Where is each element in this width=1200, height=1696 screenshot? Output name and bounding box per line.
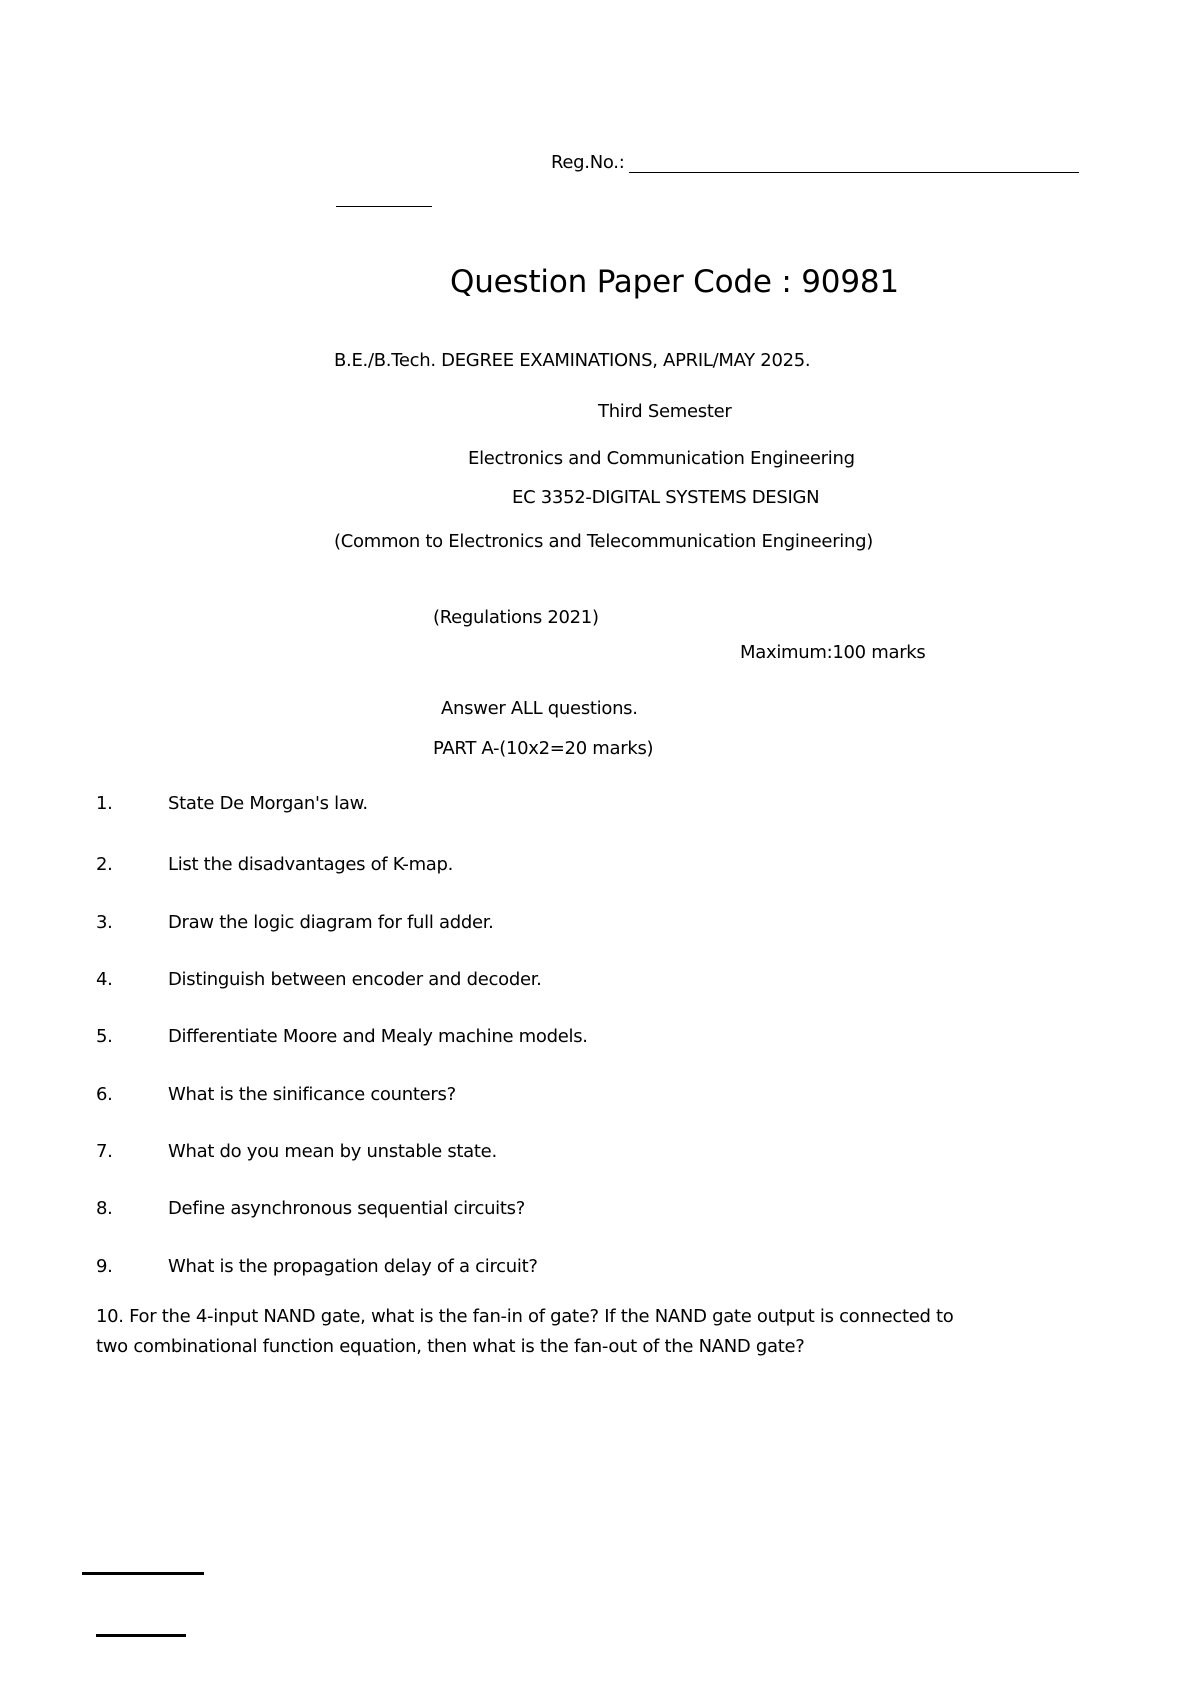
subject-line: EC 3352-DIGITAL SYSTEMS DESIGN xyxy=(512,487,820,508)
question-number: 8. xyxy=(96,1198,113,1219)
reg-no-blank-line-continued xyxy=(336,206,432,207)
common-to-line: (Common to Electronics and Telecommunication Engineering) xyxy=(334,531,873,552)
question-text: Differentiate Moore and Mealy machine models. xyxy=(168,1026,588,1047)
question-text: Distinguish between encoder and decoder. xyxy=(168,969,542,990)
question-10 xyxy=(96,1302,1016,1362)
question-number: 7. xyxy=(96,1141,113,1162)
question-number: 3. xyxy=(96,912,113,933)
question-number: 9. xyxy=(96,1256,113,1277)
question-text: What is the sinificance counters? xyxy=(168,1084,456,1105)
question-text: State De Morgan's law. xyxy=(168,793,368,814)
question-number: 1. xyxy=(96,793,113,814)
part-a-title: PART A-(10x2=20 marks) xyxy=(433,738,654,759)
question-10-line-2: two combinational function equation, then what is the fan-out of the NAND gate? xyxy=(96,1336,805,1357)
instructions-line: Answer ALL questions. xyxy=(441,698,638,719)
question-text: What is the propagation delay of a circuit? xyxy=(168,1256,538,1277)
reg-no-blank-line xyxy=(629,172,1079,173)
regulations-line: (Regulations 2021) xyxy=(433,607,599,628)
maximum-marks: Maximum:100 marks xyxy=(740,642,926,663)
degree-examination-line: B.E./B.Tech. DEGREE EXAMINATIONS, APRIL/MAY 2025. xyxy=(334,350,811,371)
question-number: 2. xyxy=(96,854,113,875)
question-number: 6. xyxy=(96,1084,113,1105)
reg-no-label: Reg.No.: xyxy=(551,152,625,173)
question-text: What do you mean by unstable state. xyxy=(168,1141,497,1162)
question-text: Define asynchronous sequential circuits? xyxy=(168,1198,525,1219)
question-text: Draw the logic diagram for full adder. xyxy=(168,912,494,933)
department-line: Electronics and Communication Engineering xyxy=(468,448,855,469)
question-paper-code: Question Paper Code : 90981 xyxy=(450,264,899,300)
question-text: List the disadvantages of K-map. xyxy=(168,854,454,875)
question-number: 5. xyxy=(96,1026,113,1047)
semester-line: Third Semester xyxy=(598,401,732,422)
question-number: 4. xyxy=(96,969,113,990)
question-10-line-1: 10. For the 4-input NAND gate, what is the fan-in of gate? If the NAND gate output is connected to xyxy=(96,1306,954,1327)
footer-rule-short xyxy=(96,1634,186,1637)
footer-rule-long xyxy=(82,1572,204,1575)
